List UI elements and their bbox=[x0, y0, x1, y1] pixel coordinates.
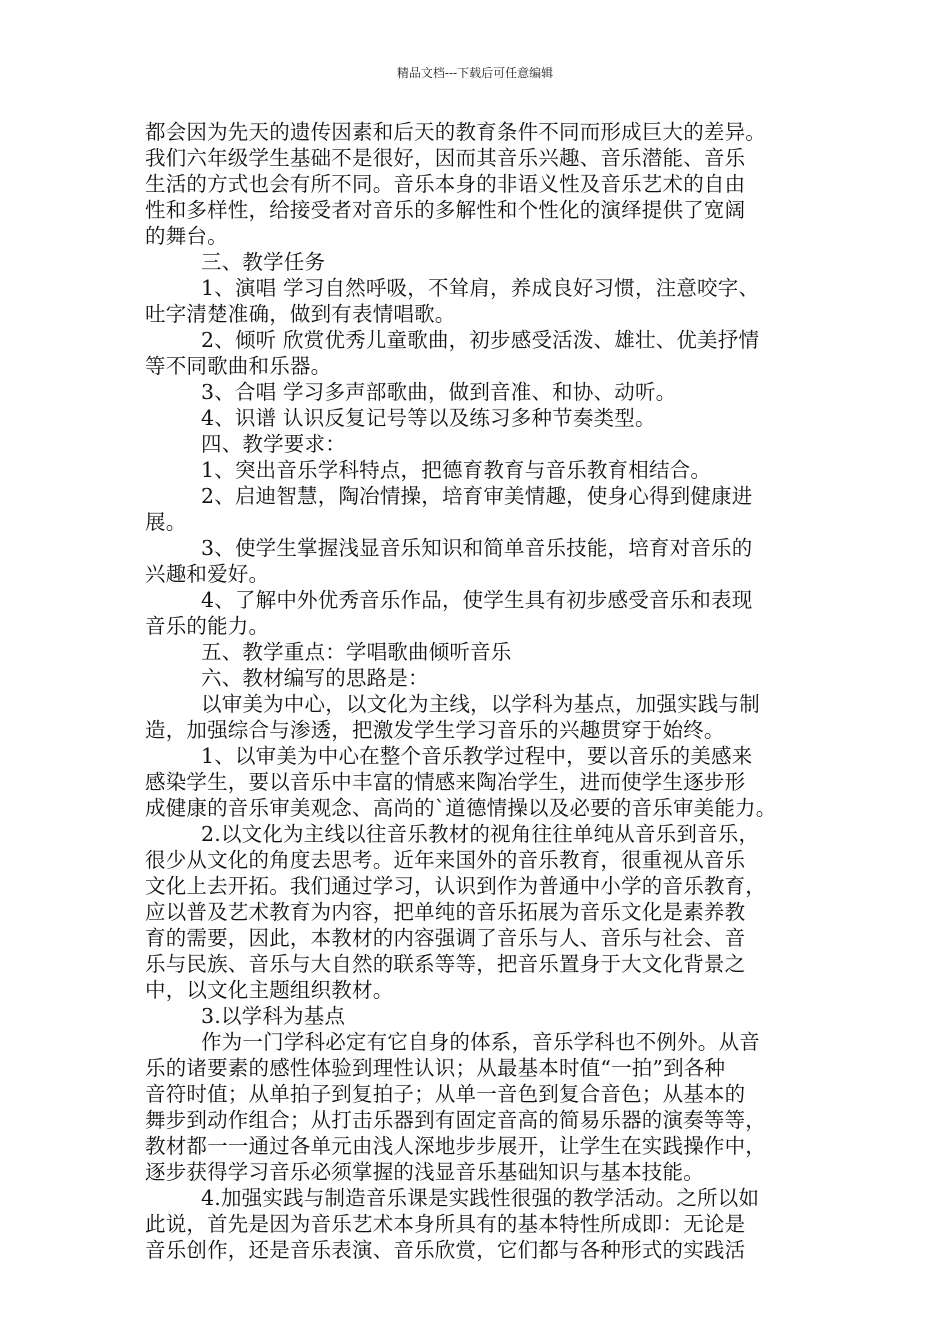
paragraph-line: 吐字清楚准确，做到有表情唱歌。 bbox=[145, 302, 456, 326]
paragraph-line: 音符时值；从单拍子到复拍子；从单一音色到复合音色；从基本的 bbox=[145, 1082, 746, 1106]
paragraph-line: 1、以审美为中心在整个音乐教学过程中，要以音乐的美感来 bbox=[201, 744, 753, 768]
paragraph-line: 3.以学科为基点 bbox=[201, 1004, 346, 1028]
paragraph-line: 展。 bbox=[145, 510, 187, 534]
paragraph-line: 1、突出音乐学科特点，把德育教育与音乐教育相结合。 bbox=[201, 458, 712, 482]
paragraph-line: 此说，首先是因为音乐艺术本身所具有的基本特性所成即：无论是 bbox=[145, 1212, 746, 1236]
paragraph-line: 中，以文化主题组织教材。 bbox=[145, 978, 394, 1002]
paragraph-line: 教材都一一通过各单元由浅人深地步步展开，让学生在实践操作中， bbox=[145, 1134, 766, 1158]
paragraph-line: 性和多样性，给接受者对音乐的多解性和个性化的演绎提供了宽阔 bbox=[145, 198, 746, 222]
paragraph-line: 感染学生，要以音乐中丰富的情感来陶冶学生，进而使学生逐步形 bbox=[145, 770, 746, 794]
paragraph-line: 造，加强综合与渗透，把激发学生学习音乐的兴趣贯穿于始终。 bbox=[145, 718, 725, 742]
paragraph-line: 等不同歌曲和乐器。 bbox=[145, 354, 332, 378]
paragraph-line: 2.以文化为主线以往音乐教材的视角往往单纯从音乐到音乐， bbox=[201, 822, 760, 846]
paragraph-line: 音乐的能力。 bbox=[145, 614, 270, 638]
paragraph-line: 育的需要，因此，本教材的内容强调了音乐与人、音乐与社会、音 bbox=[145, 926, 746, 950]
paragraph-line: 文化上去开拓。我们通过学习，认识到作为普通中小学的音乐教育， bbox=[145, 874, 766, 898]
paragraph-line: 都会因为先天的遗传因素和后天的教育条件不同而形成巨大的差异。 bbox=[145, 120, 766, 144]
paragraph-line: 逐步获得学习音乐必须掌握的浅显音乐基础知识与基本技能。 bbox=[145, 1160, 704, 1184]
page-header: 精品文档---下载后可任意编辑 bbox=[396, 66, 554, 80]
paragraph-line: 4、了解中外优秀音乐作品，使学生具有初步感受音乐和表现 bbox=[201, 588, 753, 612]
paragraph-line: 作为一门学科必定有它自身的体系，音乐学科也不例外。从音 bbox=[201, 1030, 760, 1054]
paragraph-line: 很少从文化的角度去思考。近年来国外的音乐教育，很重视从音乐 bbox=[145, 848, 746, 872]
paragraph-line: 2、启迪智慧，陶冶情操，培育审美情趣，使身心得到健康进 bbox=[201, 484, 753, 508]
paragraph-line: 3、合唱 学习多声部歌曲，做到音准、和协、动听。 bbox=[201, 380, 677, 404]
paragraph-line: 1、演唱 学习自然呼吸，不耸肩，养成良好习惯，注意咬字、 bbox=[201, 276, 760, 300]
paragraph-line: 3、使学生掌握浅显音乐知识和简单音乐技能，培育对音乐的 bbox=[201, 536, 753, 560]
paragraph-line: 乐与民族、音乐与大自然的联系等等，把音乐置身于大文化背景之 bbox=[145, 952, 746, 976]
paragraph-line: 乐的诸要素的感性体验到理性认识；从最基本时值“一拍”到各种 bbox=[145, 1056, 726, 1080]
paragraph-line: 音乐创作，还是音乐表演、音乐欣赏，它们都与各种形式的实践活 bbox=[145, 1238, 746, 1262]
paragraph-line: 应以普及艺术教育为内容，把单纯的音乐拓展为音乐文化是素养教 bbox=[145, 900, 746, 924]
paragraph-line: 以审美为中心，以文化为主线，以学科为基点，加强实践与制 bbox=[201, 692, 760, 716]
paragraph-line: 成健康的音乐审美观念、高尚的`道德情操以及必要的音乐审美能力。 bbox=[145, 796, 777, 820]
paragraph-line: 四、教学要求： bbox=[201, 432, 346, 456]
paragraph-line: 4、识谱 认识反复记号等以及练习多种节奏类型。 bbox=[201, 406, 656, 430]
paragraph-line: 的舞台。 bbox=[145, 224, 228, 248]
paragraph-line: 4.加强实践与制造音乐课是实践性很强的教学活动。之所以如 bbox=[201, 1186, 760, 1210]
paragraph-line: 三、教学任务 bbox=[201, 250, 326, 274]
paragraph-line: 我们六年级学生基础不是很好，因而其音乐兴趣、音乐潜能、音乐 bbox=[145, 146, 746, 170]
paragraph-line: 2、倾听 欣赏优秀儿童歌曲，初步感受活泼、雄壮、优美抒情 bbox=[201, 328, 760, 352]
document-body bbox=[145, 119, 805, 1263]
paragraph-line: 生活的方式也会有所不同。音乐本身的非语义性及音乐艺术的自由 bbox=[145, 172, 746, 196]
paragraph-line: 六、教材编写的思路是： bbox=[201, 666, 429, 690]
paragraph-line: 兴趣和爱好。 bbox=[145, 562, 270, 586]
paragraph-line: 舞步到动作组合；从打击乐器到有固定音高的简易乐器的演奏等等， bbox=[145, 1108, 766, 1132]
paragraph-line: 五、教学重点：学唱歌曲倾听音乐 bbox=[201, 640, 512, 664]
